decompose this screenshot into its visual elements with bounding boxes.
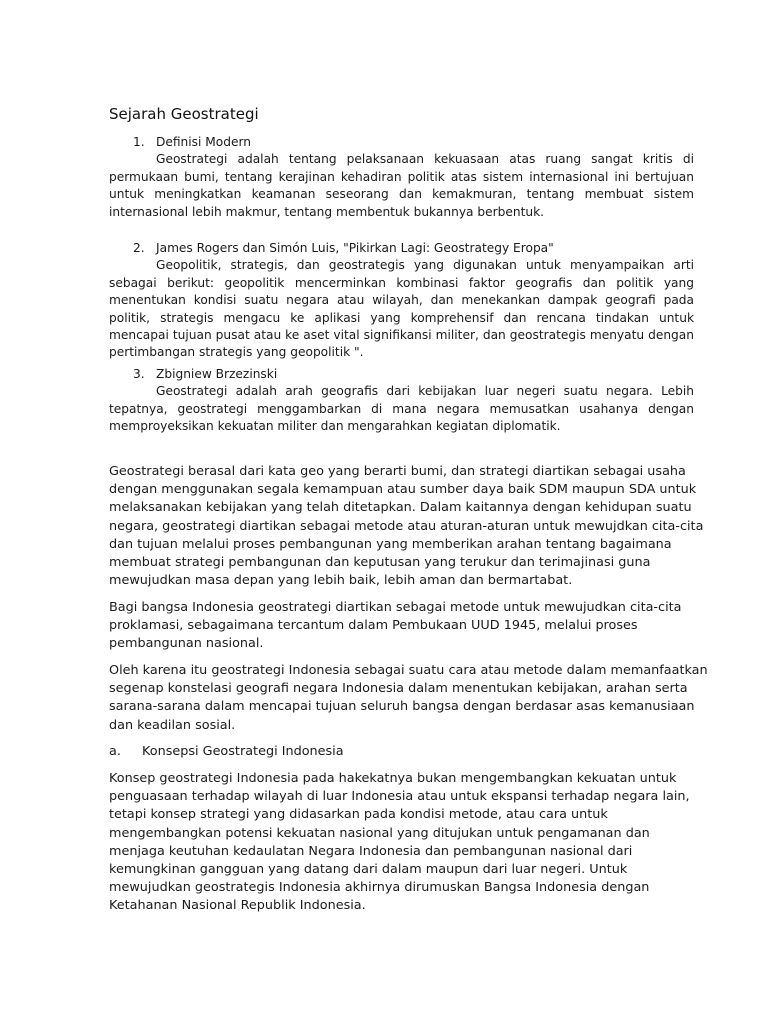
paragraph: Konsep geostrategi Indonesia pada hakekatnya bukan mengembangkan kekuatan untuk penguasaan terhadap wilayah di luar Indonesia atau untuk ekspansi terhadap negara lain, tetapi konsep strategi yang didasarkan pada kondisi metode, atau cara untuk mengembangkan potensi kekuatan nasional yang ditujukan untuk pengamanan dan menjaga keutuhan kedaulatan Negara Indonesia dan pembangunan nasional dari kemungkinan gangguan yang datang dari dalam maupun dari luar negeri. Untuk mewujudkan geostrategis Indonesia akhirnya dirumuskan Bangsa Indonesia dengan Ketahanan Nasional Republik Indonesia. [109, 771, 690, 914]
paragraph: Geostrategi berasal dari kata geo yang berarti bumi, dan strategi diartikan sebagai usaha dengan menggunakan segala kemampuan atau sumber daya baik SDM maupun SDA untuk melaksanakan kebijakan yang telah ditetapkan. Dalam kaitannya dengan kehidupan suatu negara, geostrategi diartikan sebagai metode atau aturan-aturan untuk mewujdkan cita-cita dan tujuan melalui proses pembangunan yang memberikan arahan tentang bagaimana membuat strategi pembangunan dan keputusan yang terukur dan terimajinasi guna mewujudkan masa depan yang lebih baik, lebih aman dan bermartabat. [109, 464, 704, 589]
body-paragraph-4 [109, 770, 709, 916]
list-item-number: 2. [133, 241, 145, 255]
list-item-title: Zbigniew Brzezinski [156, 367, 278, 381]
body-paragraph-2 [109, 599, 709, 654]
list-item-1 [109, 134, 694, 221]
paragraph: Bagi bangsa Indonesia geostrategi diartikan sebagai metode untuk mewujudkan cita-cita proklamasi, sebagaimana tercantum dalam Pembukaan UUD 1945, melalui proses pembangunan nasional. [109, 600, 682, 652]
list-item-number: 1. [133, 135, 145, 149]
list-item-body: Geostrategi adalah arah geografis dari kebijakan luar negeri suatu negara. Lebih tepatnya, geostrategi menggambarkan di mana negara memusatkan usahanya dengan memproyeksikan kekuatan militer dan mengarahkan kegiatan diplomatik. [109, 384, 694, 434]
list-item-number: 3. [133, 367, 145, 381]
list-item-body: Geopolitik, strategis, dan geostrategis yang digunakan untuk menyampaikan arti sebagai berikut: geopolitik mencerminkan kombinasi faktor geografis dan politik yang menentukan kondisi suatu negara atau wilayah, dan menekankan dampak geografi pada politik, strategis mengacu ke aplikasi yang komprehensif dan rencana tindakan untuk mencapai tujuan pusat atau ke aset vital signifikansi militer, dan geostrategis menyatu dengan pertimbangan strategis yang geopolitik ". [109, 258, 694, 360]
subsection-letter: a. [109, 744, 121, 759]
list-item-heading [109, 366, 694, 383]
list-item-title: Definisi Modern [156, 135, 252, 149]
document-title: Sejarah Geostrategi [109, 105, 259, 123]
list-item-title: James Rogers dan Simón Luis, "Pikirkan Lagi: Geostrategy Eropa" [156, 241, 554, 255]
subsection-title: Konsepsi Geostrategi Indonesia [142, 744, 344, 759]
subsection-heading [109, 743, 344, 761]
body-paragraph-3 [109, 662, 709, 735]
list-item-heading [109, 240, 694, 257]
list-item-3 [109, 366, 694, 436]
body-paragraph-1 [109, 463, 709, 590]
list-item-2 [109, 240, 694, 362]
paragraph: Oleh karena itu geostrategi Indonesia sebagai suatu cara atau metode dalam memanfaatkan segenap konstelasi geografi negara Indonesia dalam menentukan kebijakan, arahan serta sarana-sarana dalam mencapai tujuan seluruh bangsa dengan berdasar asas kemanusiaan dan keadilan sosial. [109, 663, 708, 733]
list-item-body: Geostrategi adalah tentang pelaksanaan kekuasaan atas ruang sangat kritis di permukaan bumi, tentang kerajinan kehadiran politik atas sistem internasional ini bertujuan untuk meningkatkan keamanan seseorang dan kemakmuran, tentang membuat sistem internasional lebih makmur, tentang membentuk bukannya berbentuk. [109, 152, 694, 219]
list-item-heading [109, 134, 694, 151]
